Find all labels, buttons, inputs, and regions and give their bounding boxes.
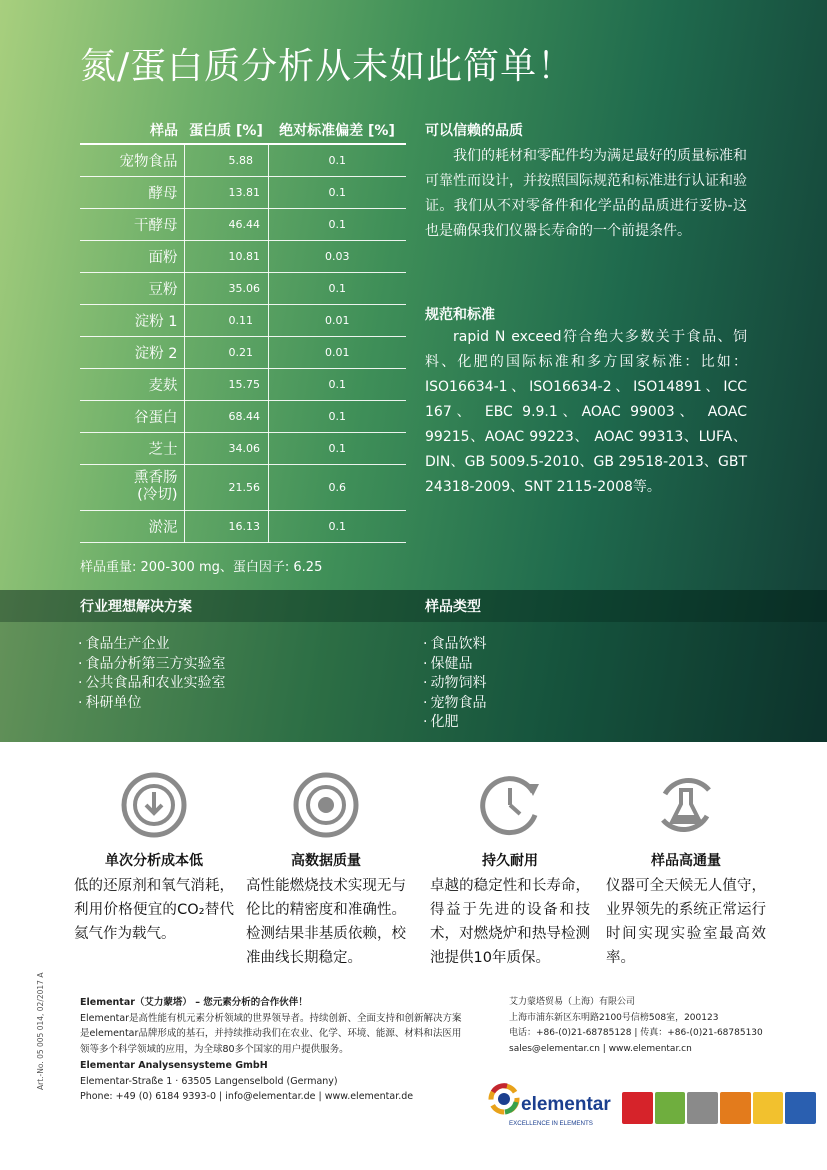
table-row xyxy=(80,432,406,464)
flask-refresh-icon xyxy=(651,770,721,840)
list-item: · 食品分析第三方实验室 xyxy=(78,655,225,675)
deviation-cell: 0.1 xyxy=(268,144,406,176)
protein-cell: 16.13 xyxy=(184,510,268,542)
de-contact: Phone: +49 (0) 6184 9393-0 | info@elementar.de | www.elementar.de xyxy=(80,1091,414,1102)
company-about: Elementar是高性能有机元素分析领域的世界领导者。持续创新、全面支持和创新解决方案是elementar品牌形成的基石，并持续推动我们在农业、化学、环境、能源、材料和法医用领等多个科学领域的应用，为全球80多个国家的用户提供服务。 xyxy=(80,1012,462,1055)
table-row xyxy=(80,176,406,208)
deviation-cell: 0.01 xyxy=(268,336,406,368)
table-row xyxy=(80,368,406,400)
list-item: · 化肥 xyxy=(423,713,486,733)
protein-cell: 46.44 xyxy=(184,208,268,240)
deviation-cell: 0.6 xyxy=(268,464,406,510)
standards-heading: 规范和标准 xyxy=(425,307,495,323)
sample-cell: 谷蛋白 xyxy=(80,400,184,432)
sample-cell: 淤泥 xyxy=(80,510,184,542)
protein-cell: 5.88 xyxy=(184,144,268,176)
page-title: 氮/蛋白质分析从未如此简单！ xyxy=(80,46,575,87)
solutions-list xyxy=(78,635,225,713)
column-header: 绝对标准偏差 [%] xyxy=(268,116,406,144)
footer-right xyxy=(509,995,819,1057)
protein-cell: 10.81 xyxy=(184,240,268,272)
table-row xyxy=(80,464,406,510)
download-circle-icon xyxy=(119,770,189,840)
feature-title: 高数据质量 xyxy=(291,853,361,869)
table-row xyxy=(80,336,406,368)
article-number: Art.-No. 05 005 014, 02/2017 A xyxy=(36,972,45,1090)
standards-text: rapid N exceed符合绝大多数关于食品、饲料、化肥的国际标准和多方国家标准：比如：ISO16634-1、ISO16634-2、ISO14891、ICC 167、 EBC 9.9.1、AOAC 99003、 AOAC 99215、AOAC 99223、 AOAC 99313、LUFA、DIN、GB 5009.5-2010、GB 29518-2013、GBT 24318-2009、SNT 2115-2008等。 xyxy=(425,329,747,495)
de-company-name: Elementar Analysensysteme GmbH xyxy=(80,1060,268,1071)
sample-types-heading: 样品类型 xyxy=(425,599,481,615)
list-item: · 宠物食品 xyxy=(423,694,486,714)
deviation-cell: 0.03 xyxy=(268,240,406,272)
feature-durable xyxy=(430,770,590,970)
feature-title: 单次分析成本低 xyxy=(105,853,203,869)
protein-results-table xyxy=(80,116,406,543)
cn-phone: 电话：+86-(0)21-68785128 | 传真：+86-(0)21-68785130 xyxy=(509,1028,763,1038)
cn-web: sales@elementar.cn | www.elementar.cn xyxy=(509,1043,692,1054)
sample-cell: 芝士 xyxy=(80,432,184,464)
list-item: · 保健品 xyxy=(423,655,486,675)
feature-text: 高性能燃烧技术实现无与伦比的精密度和准确性。检测结果非基质依赖，校准曲线长期稳定。 xyxy=(246,878,406,966)
column-header: 蛋白质 [%] xyxy=(184,116,268,144)
sample-note: 样品重量: 200-300 mg、蛋白因子: 6.25 xyxy=(80,560,323,575)
table-row xyxy=(80,400,406,432)
sample-cell: 面粉 xyxy=(80,240,184,272)
deviation-cell: 0.1 xyxy=(268,510,406,542)
de-address: Elementar-Straße 1 · 63505 Langenselbold (Germany) xyxy=(80,1075,338,1087)
table-row xyxy=(80,272,406,304)
feature-text: 仪器可全天候无人值守，业界领先的系统正常运行时间实现实验室最高效率。 xyxy=(606,878,766,966)
partner-icons xyxy=(622,1092,816,1124)
table-row xyxy=(80,510,406,542)
orange-logo-icon xyxy=(720,1092,751,1124)
sample-cell: 豆粉 xyxy=(80,272,184,304)
deviation-cell: 0.1 xyxy=(268,432,406,464)
protein-cell: 13.81 xyxy=(184,176,268,208)
deviation-cell: 0.1 xyxy=(268,368,406,400)
sample-cell: 淀粉 2 xyxy=(80,336,184,368)
grey-logo-icon xyxy=(687,1092,718,1124)
feature-throughput xyxy=(606,770,766,970)
table-row xyxy=(80,304,406,336)
protein-cell: 35.06 xyxy=(184,272,268,304)
sample-cell: 干酵母 xyxy=(80,208,184,240)
yellow-logo-icon xyxy=(753,1092,784,1124)
table-row xyxy=(80,208,406,240)
quality-heading: 可以信赖的品质 xyxy=(425,123,523,139)
solutions-heading: 行业理想解决方案 xyxy=(80,599,192,615)
svg-text:EXCELLENCE IN ELEMENTS: EXCELLENCE IN ELEMENTS xyxy=(509,1120,593,1127)
table-row xyxy=(80,240,406,272)
red-logo-icon xyxy=(622,1092,653,1124)
footer-left xyxy=(80,995,470,1105)
sample-cell: 熏香肠 (冷切) xyxy=(80,464,184,510)
column-header: 样品 xyxy=(80,116,184,144)
list-item: · 科研单位 xyxy=(78,694,225,714)
clock-refresh-icon xyxy=(475,770,545,840)
sample-types-list xyxy=(423,635,486,733)
company-tagline: Elementar（艾力蒙塔） – 您元素分析的合作伙伴！ xyxy=(80,997,308,1008)
table-header-row xyxy=(80,116,406,144)
protein-cell: 0.11 xyxy=(184,304,268,336)
table-row xyxy=(80,144,406,176)
feature-title: 持久耐用 xyxy=(482,853,538,869)
cn-company-name: 艾力蒙塔贸易（上海）有限公司 xyxy=(509,997,636,1007)
feature-text: 卓越的稳定性和长寿命，得益于先进的设备和技术，对燃烧炉和热导检测池提供10年质保。 xyxy=(430,878,590,966)
elementar-logo xyxy=(487,1080,611,1130)
deviation-cell: 0.1 xyxy=(268,208,406,240)
feature-text: 低的还原剂和氧气消耗，利用价格便宜的CO₂替代氦气作为载气。 xyxy=(74,878,234,942)
feature-low-cost xyxy=(74,770,234,946)
list-item: · 食品生产企业 xyxy=(78,635,225,655)
sample-cell: 麦麸 xyxy=(80,368,184,400)
feature-data-quality xyxy=(246,770,406,970)
quality-text: 我们的耗材和零配件均为满足最好的质量标准和可靠性而设计，并按照国际规范和标准进行认证和验证。我们从不对零备件和化学品的品质进行妥协-这也是确保我们仪器长寿命的一个前提条件。 xyxy=(425,148,747,239)
list-item: · 公共食品和农业实验室 xyxy=(78,674,225,694)
sample-cell: 宠物食品 xyxy=(80,144,184,176)
cn-address: 上海市浦东新区东明路2100号信榜508室，200123 xyxy=(509,1012,719,1023)
deviation-cell: 0.01 xyxy=(268,304,406,336)
protein-cell: 0.21 xyxy=(184,336,268,368)
list-item: · 动物饲料 xyxy=(423,674,486,694)
sample-cell: 酵母 xyxy=(80,176,184,208)
protein-cell: 21.56 xyxy=(184,464,268,510)
green-logo-icon xyxy=(655,1092,686,1124)
sample-cell: 淀粉 1 xyxy=(80,304,184,336)
list-item: · 食品饮料 xyxy=(423,635,486,655)
protein-cell: 15.75 xyxy=(184,368,268,400)
deviation-cell: 0.1 xyxy=(268,400,406,432)
protein-cell: 34.06 xyxy=(184,432,268,464)
svg-text:elementar: elementar xyxy=(521,1094,611,1115)
feature-title: 样品高通量 xyxy=(651,853,721,869)
target-icon xyxy=(291,770,361,840)
deviation-cell: 0.1 xyxy=(268,176,406,208)
deviation-cell: 0.1 xyxy=(268,272,406,304)
blue-logo-icon xyxy=(785,1092,816,1124)
protein-cell: 68.44 xyxy=(184,400,268,432)
